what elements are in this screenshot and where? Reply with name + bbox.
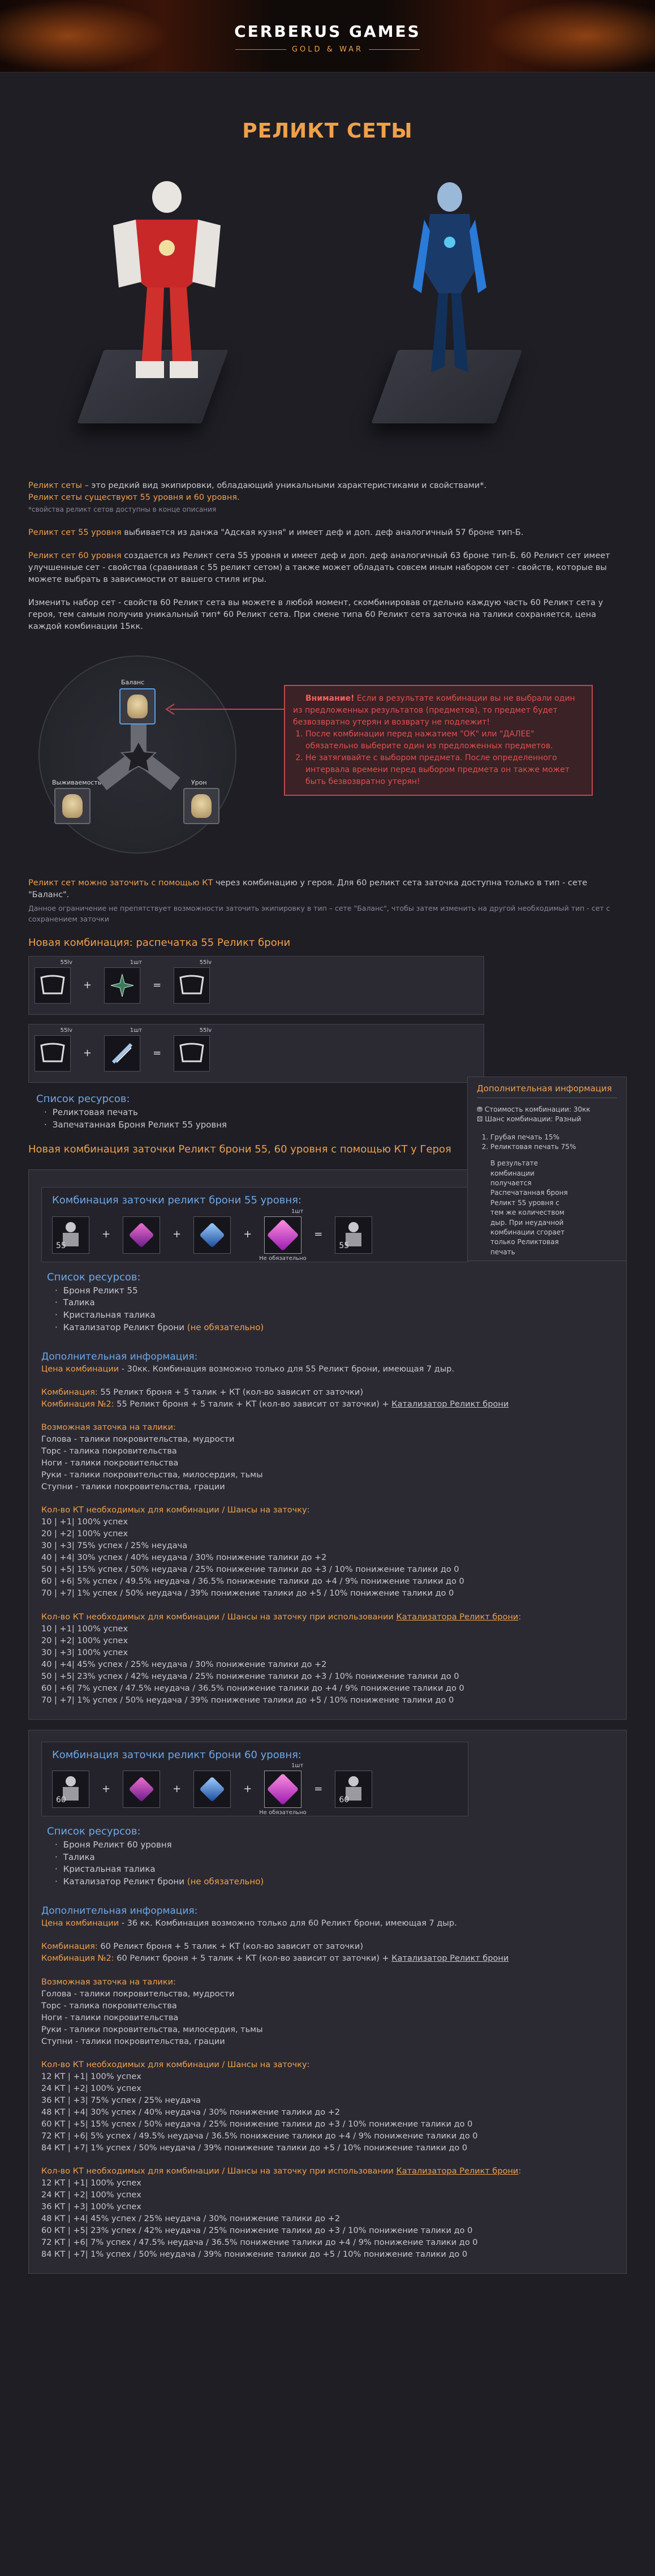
warning-item: 1. После комбинации перед нажатием "ОК" или "ДАЛЕЕ" обязательно выберите один из предложенных предметов. bbox=[305, 728, 584, 752]
resources-title: Список ресурсов: bbox=[36, 1092, 130, 1105]
catalyst-slot[interactable] bbox=[259, 1208, 307, 1262]
text: выбивается из данжа "Адская кузня" и имеет деф и доп. деф аналогичный 57 броне тип-Б. bbox=[121, 528, 524, 538]
kt-line: 60 КТ | +5| 23% успех / 42% неудача / 25% понижение талики до +3 / 10% понижение талики до 0 bbox=[41, 2226, 473, 2235]
resource-item: · Катализатор Реликт брони (не обязательно) bbox=[47, 1322, 618, 1334]
highlight: Реликт сет 60 уровня bbox=[28, 551, 122, 561]
plus-sign: + bbox=[102, 1782, 111, 1795]
kt-line: 60 | +6| 7% успех / 47.5% неудача / 36.5% понижение талики до +4 / 9% понижение талики до 0 bbox=[41, 1683, 464, 1693]
equals-sign: = bbox=[314, 1782, 323, 1795]
warning-box bbox=[284, 685, 593, 796]
kt-line: 12 КТ | +1| 100% успех bbox=[41, 2072, 141, 2081]
combo-line-2: Комбинация №2: 60 Реликт броня + 5 талик + КТ (кол-во зависит от заточки) + Катализатор Реликт брони bbox=[41, 1954, 509, 1964]
armor-slot[interactable] bbox=[35, 959, 72, 1004]
kt-line: 10 | +1| 100% успех bbox=[41, 1518, 128, 1527]
info-title: Дополнительная информация: bbox=[41, 1351, 198, 1362]
kt-line: 40 | +4| 30% успех / 40% неудача / 30% понижение талики до +2 bbox=[41, 1553, 327, 1563]
bag-icon bbox=[127, 695, 148, 718]
section-title-unseal: Новая комбинация: распечатка 55 Реликт брони bbox=[28, 936, 291, 949]
crystal-talic-slot[interactable] bbox=[193, 1216, 231, 1254]
combo-line-2: Комбинация №2: 55 Реликт броня + 5 талик + КТ (кол-во зависит от заточки) + Катализатор Реликт брони bbox=[41, 1400, 509, 1409]
combo-row bbox=[52, 1208, 458, 1262]
level-label: 55lv bbox=[60, 1027, 72, 1034]
combo-line-1: Комбинация: 55 Реликт броня + 5 талик + КТ (кол-во зависит от заточки) bbox=[41, 1388, 363, 1398]
characters-illustration bbox=[0, 163, 655, 480]
seal-slot[interactable] bbox=[104, 959, 143, 1004]
relic-60-panel bbox=[28, 1730, 627, 2274]
equals-sign: = bbox=[153, 1047, 162, 1059]
info-60 bbox=[41, 1904, 618, 2261]
kt-line: 30 | +3| 75% успех / 25% неудача bbox=[41, 1541, 188, 1551]
resources-title: Список ресурсов: bbox=[47, 1825, 141, 1837]
plus-sign: + bbox=[243, 1782, 252, 1795]
text: через комбинацию у героя. Для 60 реликт сета заточка доступна только в тип - сете "Баланс". bbox=[28, 878, 588, 900]
resource-item: · Броня Реликт 55 bbox=[47, 1285, 618, 1297]
catalyst-link[interactable]: Катализатор Реликт брони bbox=[391, 1400, 509, 1409]
talic-slot[interactable] bbox=[123, 1771, 160, 1808]
kt-line: 30 | +3| 100% успех bbox=[41, 1648, 128, 1657]
footnote: *свойства реликт сетов доступны в конце описания bbox=[28, 505, 217, 514]
catalyst-link[interactable]: Катализатора Реликт брони bbox=[396, 1612, 519, 1622]
wheel-slot-balance[interactable] bbox=[119, 688, 156, 725]
catalyst-link[interactable]: Катализатора Реликт брони bbox=[396, 2166, 519, 2176]
sidebar-title: Дополнительная информация bbox=[477, 1083, 617, 1098]
armor-slot[interactable] bbox=[35, 1027, 72, 1071]
blue-armor-character bbox=[407, 174, 492, 389]
site-logo[interactable]: CERBERUS GAMES bbox=[234, 22, 421, 41]
coin-icon: ⛃ bbox=[477, 1105, 485, 1113]
wheel-label-survival: Выживаемость bbox=[52, 779, 102, 787]
talic-line: Ноги - талики покровительства bbox=[41, 1459, 179, 1468]
resource-item: · Броня Реликт 60 уровня bbox=[47, 1839, 618, 1851]
kt-line: 40 | +4| 45% успех / 25% неудача / 30% понижение талики до +2 bbox=[41, 1660, 327, 1669]
combo-title: Комбинация заточки реликт брони 55 уровня: bbox=[52, 1194, 301, 1207]
level-label: 55lv bbox=[60, 959, 72, 966]
kt-line: 12 КТ | +1| 100% успех bbox=[41, 2178, 141, 2188]
sharpen-note: Данное ограничение не препятствует возможности заточить экипировку в тип – сете "Баланс", чтобы затем изменить на другой необходимый тип - сет с сохранением заточки bbox=[28, 904, 610, 923]
talic-title: Возможная заточка на талики: bbox=[41, 1423, 176, 1433]
kt-table-title: Кол-во КТ необходимых для комбинации / Шансы на заточку: bbox=[41, 2060, 310, 2069]
wheel-label-balance: Баланс bbox=[121, 679, 145, 687]
talic-line: Голова - талики покровительства, мудрости bbox=[41, 1435, 235, 1445]
plus-sign: + bbox=[173, 1228, 182, 1241]
bag-icon bbox=[191, 794, 212, 818]
kt-line: 48 КТ | +4| 30% успех / 40% неудача / 30% понижение талики до +2 bbox=[41, 2107, 341, 2117]
resources-title: Список ресурсов: bbox=[47, 1271, 141, 1283]
talic-line: Ноги - талики покровительства bbox=[41, 2013, 179, 2022]
combo-60-box bbox=[41, 1742, 468, 1816]
kt-line: 72 КТ | +6| 5% успех / 49.5% неудача / 36.5% понижение талики до +4 / 9% понижение талики до 0 bbox=[41, 2131, 478, 2141]
highlight: Реликт сеты существуют 55 уровня и 60 уровня. bbox=[28, 493, 240, 503]
info-title: Дополнительная информация: bbox=[41, 1905, 198, 1917]
plus-sign: + bbox=[83, 979, 92, 991]
talic-slot[interactable] bbox=[123, 1216, 160, 1254]
kt-line: 10 | +1| 100% успех bbox=[41, 1624, 128, 1634]
warning-item: 2. Не затягивайте с выбором предмета. После определенного интервала времени перед выбором предмета он также может быть безвозвратно утерян! bbox=[305, 752, 584, 788]
kt-catalyst-title: Кол-во КТ необходимых для комбинации / Шансы на заточку при использовании Катализатора Реликт брони: bbox=[41, 2166, 522, 2176]
kt-catalyst-title: Кол-во КТ необходимых для комбинации / Шансы на заточку при использовании Катализатора Реликт брони: bbox=[41, 1612, 522, 1622]
resource-item: · Талика bbox=[47, 1851, 618, 1864]
kt-line: 20 | +2| 100% успех bbox=[41, 1636, 128, 1645]
optional-label: Не обязательно bbox=[259, 1810, 307, 1816]
seal-slot[interactable] bbox=[104, 1027, 143, 1071]
talic-line: Голова - талики покровительства, мудрости bbox=[41, 1989, 235, 1999]
wheel-slot-damage[interactable] bbox=[183, 788, 219, 824]
catalyst-link[interactable]: Катализатор Реликт брони bbox=[391, 1954, 509, 1964]
sidebar-options bbox=[490, 1133, 617, 1152]
wheel-slot-survival[interactable] bbox=[54, 788, 91, 824]
highlight: Реликт сет 55 уровня bbox=[28, 528, 122, 538]
kt-line: 48 КТ | +4| 45% успех / 25% неудача / 30% понижение талики до +2 bbox=[41, 2214, 341, 2223]
warning-title: Внимание! bbox=[305, 694, 355, 704]
result-slot[interactable] bbox=[335, 1216, 372, 1254]
plus-sign: + bbox=[83, 1047, 92, 1059]
resource-item: · Талика bbox=[47, 1297, 618, 1309]
additional-info-sidebar bbox=[467, 1077, 627, 1261]
intro-text bbox=[0, 480, 655, 633]
equals-sign: = bbox=[314, 1228, 323, 1241]
intro-paragraph-1 bbox=[28, 480, 627, 516]
talic-line: Руки - талики покровительства, милосердия, тьмы bbox=[41, 1471, 263, 1480]
sidebar-option: 2. Реликтовая печать 75% bbox=[490, 1142, 617, 1152]
sidebar-cost: ⛃ Стоимость комбинации: 30кк bbox=[477, 1105, 591, 1113]
crystal-talic-slot[interactable] bbox=[193, 1771, 231, 1808]
kt-line: 60 КТ | +5| 15% успех / 50% неудача / 25% понижение талики до +3 / 10% понижение талики до 0 bbox=[41, 2119, 473, 2129]
talic-line: Ступни - талики покровительства, грации bbox=[41, 1482, 225, 1492]
resource-item: · Реликтовая печать bbox=[36, 1107, 655, 1119]
combo-title: Комбинация заточки реликт брони 60 уровня: bbox=[52, 1748, 301, 1761]
info-55 bbox=[41, 1350, 618, 1707]
kt-line: 70 | +7| 1% успех / 50% неудача / 39% понижение талики до +5 / 10% понижение талики до 0 bbox=[41, 1589, 454, 1598]
talic-line: Торс - талика покровительства bbox=[41, 2001, 177, 2011]
result-slot[interactable] bbox=[335, 1771, 372, 1808]
resource-item: · Катализатор Реликт брони (не обязательно) bbox=[47, 1876, 618, 1888]
level-label: 55 bbox=[56, 1241, 66, 1251]
plus-sign: + bbox=[173, 1782, 182, 1795]
kt-line: 20 | +2| 100% успех bbox=[41, 1529, 128, 1539]
red-armor-character bbox=[102, 174, 232, 389]
resource-item: · Запечатанная Броня Реликт 55 уровня bbox=[36, 1119, 655, 1131]
resources-55 bbox=[47, 1270, 618, 1334]
kt-line: 70 | +7| 1% успех / 50% неудача / 39% понижение талики до +5 / 10% понижение талики до 0 bbox=[41, 1695, 454, 1705]
level-label: 55lv bbox=[199, 1027, 212, 1034]
price-line: Цена комбинации - 36 кк. Комбинация возможно только для 60 Реликт брони, имеющая 7 дыр. bbox=[41, 1919, 457, 1928]
equals-sign: = bbox=[153, 979, 162, 991]
combo-55-box bbox=[41, 1187, 468, 1262]
count-label: 1шт bbox=[291, 1762, 304, 1769]
result-slot[interactable] bbox=[174, 1027, 212, 1071]
type-set-wheel bbox=[38, 655, 236, 854]
result-slot[interactable] bbox=[174, 959, 212, 1004]
kt-line: 60 | +6| 5% успех / 49.5% неудача / 36.5% понижение талики до +4 / 9% понижение талики до 0 bbox=[41, 1577, 464, 1587]
sidebar-chance: ⚄ Шанс комбинации: Разный bbox=[477, 1115, 581, 1124]
kt-line: 50 | +5| 15% успех / 50% неудача / 25% понижение талики до +3 / 10% понижение талики до 0 bbox=[41, 1565, 459, 1575]
count-label: 1шт bbox=[291, 1208, 304, 1215]
resource-item: · Кристальная талика bbox=[47, 1863, 618, 1876]
warning-text: Если в результате комбинации вы не выбрали один из предложенных результатов (предметов), то предмет будет безвозвратно утерян и возврату не подлежит! bbox=[293, 694, 575, 727]
kt-line: 36 КТ | +3| 100% успех bbox=[41, 2202, 141, 2211]
resources-60 bbox=[47, 1824, 618, 1888]
arrow-icon bbox=[158, 701, 288, 718]
sidebar-option: 1. Грубая печать 15% bbox=[490, 1133, 617, 1142]
wheel-label-damage: Урон bbox=[191, 779, 207, 787]
catalyst-slot[interactable] bbox=[259, 1762, 307, 1816]
bag-icon bbox=[62, 794, 83, 818]
talic-line: Торс - талика покровительства bbox=[41, 1447, 177, 1456]
sharpen-paragraph bbox=[28, 877, 627, 901]
plus-sign: + bbox=[102, 1228, 111, 1241]
talic-line: Руки - талики покровительства, милосердия, тьмы bbox=[41, 2025, 263, 2034]
site-header bbox=[0, 0, 655, 72]
talic-title: Возможная заточка на талики: bbox=[41, 1977, 176, 1987]
armor-slot[interactable] bbox=[52, 1216, 89, 1254]
kt-line: 24 КТ | +2| 100% успех bbox=[41, 2190, 141, 2200]
kt-line: 84 КТ | +7| 1% успех / 50% неудача / 39% понижение талики до +5 / 10% понижение талики до 0 bbox=[41, 2249, 468, 2259]
unseal-combo-row-1 bbox=[28, 956, 484, 1015]
talic-line: Ступни - талики покровительства, грации bbox=[41, 2037, 225, 2046]
armor-slot[interactable] bbox=[52, 1771, 89, 1808]
level-label: 60 bbox=[56, 1795, 66, 1805]
intro-paragraph-4: Изменить набор сет - свойств 60 Реликт сета вы можете в любой момент, скомбинировав отдельно каждую часть 60 Реликт сета у героя, тем самым получив уникальный тип* 60 Реликт сета. При смене типа 60 Реликт сета заточка на талики сохраняется, цена каждой комбинации 15кк. bbox=[28, 598, 604, 632]
plus-sign: + bbox=[243, 1228, 252, 1241]
kt-line: 84 КТ | +7| 1% успех / 50% неудача / 39% понижение талики до +5 / 10% понижение талики до 0 bbox=[41, 2143, 468, 2153]
site-logo-subtitle: GOLD & WAR bbox=[0, 45, 655, 55]
kt-line: 50 | +5| 23% успех / 42% неудача / 25% понижение талики до +3 / 10% понижение талики до 0 bbox=[41, 1671, 459, 1681]
chance-icon: ⚄ bbox=[477, 1115, 485, 1124]
count-label: 1шт bbox=[130, 959, 143, 966]
optional-label: Не обязательно bbox=[259, 1255, 307, 1262]
combo-row bbox=[52, 1762, 458, 1816]
price-line: Цена комбинации - 30кк. Комбинация возможно только для 55 Реликт брони, имеющая 7 дыр. bbox=[41, 1365, 455, 1374]
resource-item: · Кристальная талика bbox=[47, 1309, 618, 1322]
text: – это редкий вид экипировки, обладающий уникальными характеристиками и свойствами*. bbox=[81, 481, 487, 491]
combo-line-1: Комбинация: 60 Реликт броня + 5 талик + КТ (кол-во зависит от заточки) bbox=[41, 1942, 363, 1952]
kt-line: 24 КТ | +2| 100% успех bbox=[41, 2084, 141, 2093]
sidebar-note: В результате комбинации получается Распечатанная броня Реликт 55 уровня с тем же количеством дыр. При неудачной комбинации сгорает только Реликтовая печать bbox=[490, 1159, 568, 1256]
unseal-combo-row-2 bbox=[28, 1024, 484, 1083]
intro-paragraph-3 bbox=[28, 550, 627, 586]
level-label: 55 bbox=[339, 1241, 350, 1251]
text: создается из Реликт сета 55 уровня и имеет деф и доп. деф аналогичный 63 броне тип-Б. 60 Реликт сет имеет улучшенные сет - свойства (сравнивая с 55 реликт сетом) а также может обладать совсем иным набором сет - свойств, которые вы можете выбрать в зависимости от вашего стиля игры. bbox=[28, 551, 610, 585]
page-title: РЕЛИКТ СЕТЫ bbox=[242, 119, 413, 143]
level-label: 60 bbox=[339, 1795, 350, 1805]
highlight: Реликт сеты bbox=[28, 481, 82, 491]
count-label: 1шт bbox=[130, 1027, 143, 1034]
kt-table-title: Кол-во КТ необходимых для комбинации / Шансы на заточку: bbox=[41, 1506, 310, 1515]
level-label: 55lv bbox=[199, 959, 212, 966]
kt-line: 72 КТ | +6| 7% успех / 47.5% неудача / 36.5% понижение талики до +4 / 9% понижение талики до 0 bbox=[41, 2238, 478, 2247]
type-set-wheel-section bbox=[0, 644, 655, 854]
kt-line: 36 КТ | +3| 75% успех / 25% неудача bbox=[41, 2095, 201, 2105]
sharpen-info bbox=[0, 877, 655, 924]
highlight: Реликт сет можно заточить с помощью КТ bbox=[28, 878, 213, 888]
intro-paragraph-2 bbox=[28, 527, 627, 539]
section-title-sharpen: Новая комбинация заточки Реликт брони 55, 60 уровня с помощью КТ у Героя bbox=[28, 1143, 451, 1156]
